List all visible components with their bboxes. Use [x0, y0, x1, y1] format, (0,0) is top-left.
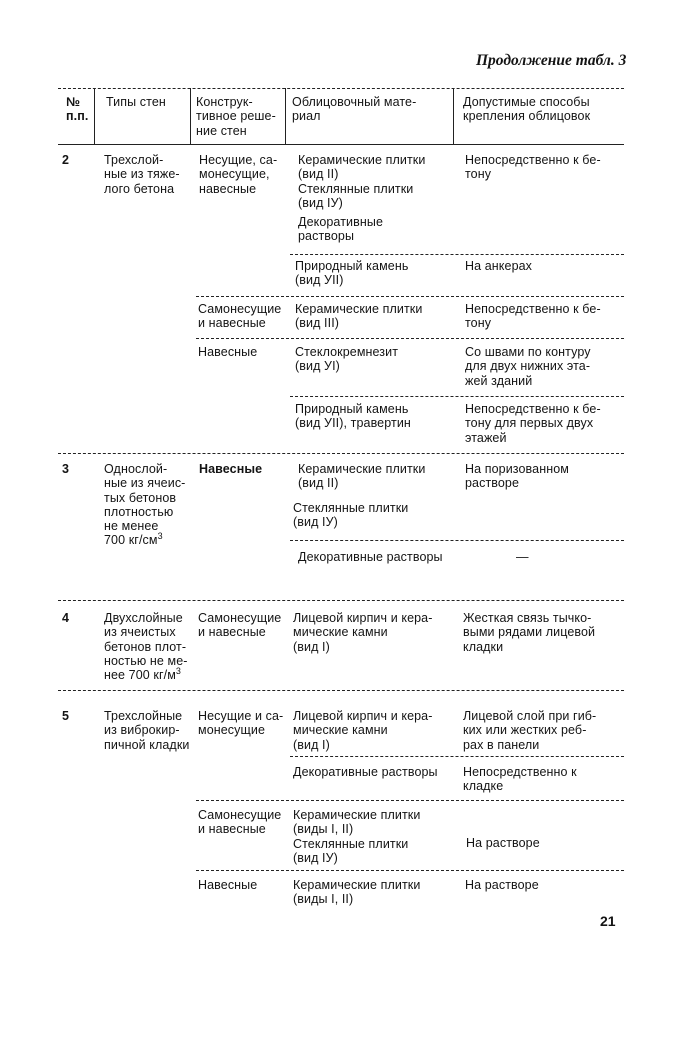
row5b-material: Керамические плитки (виды I, II) Стеклянные плитки (вид IУ) — [293, 808, 421, 865]
row3-fastening-dash: — — [516, 550, 529, 564]
rule-r5b — [196, 800, 624, 801]
header-divider-1 — [94, 88, 95, 144]
row2c-fastening: Со швами по контуру для двух нижних эта- жей зданий — [465, 345, 591, 388]
row2c-material: Стеклокремнезит (вид УI) — [295, 345, 399, 374]
row2b-construct: Самонесущие и навесные — [198, 302, 282, 331]
row5c-construct: Навесные — [198, 878, 258, 892]
row5a-material: Лицевой кирпич и кера- мические камни (вид I) — [293, 709, 433, 752]
row4-construct: Самонесущие и навесные — [198, 611, 282, 640]
page-number: 21 — [600, 913, 616, 929]
row4-wall-type — [104, 611, 188, 682]
header-wall-types: Типы стен — [106, 95, 166, 109]
row3-wall-sup: 3 — [157, 531, 163, 542]
row2b-fastening: Непосредственно к бе- тону — [465, 302, 601, 331]
rule-row3 — [58, 453, 624, 454]
row3-material-glass: Стеклянные плитки (вид IУ) — [293, 501, 409, 530]
row2a-construct: Несущие, са- монесущие, навесные — [199, 153, 278, 196]
row2a-material-mortar: Декоративные растворы — [298, 215, 383, 244]
row2b-material: Керамические плитки (вид III) — [295, 302, 423, 331]
row5c-fastening: На растворе — [465, 878, 539, 892]
row2a-material-tiles: Керамические плитки (вид II) Стеклянные плитки (вид IУ) — [298, 153, 426, 210]
row3-num: 3 — [62, 462, 70, 476]
row3-wall-text: Однослой- ные из ячеис- тых бетонов плотностью не менее 700 кг/см — [104, 462, 186, 548]
row4-material: Лицевой кирпич и кера- мические камни (вид I) — [293, 611, 433, 654]
header-constructive: Конструк- тивное реше- ние стен — [196, 95, 276, 138]
row3-material-ceramic: Керамические плитки (вид II) — [298, 462, 426, 491]
row4-wall-text: Двухслойные из ячеистых бетонов плот- ностью не ме- нее 700 кг/м — [104, 611, 188, 683]
row2a-fastening-stone: На анкерах — [465, 259, 533, 273]
rule-r2-stone — [290, 254, 624, 255]
header-num: № п.п. — [66, 95, 89, 124]
row4-wall-sup: 3 — [175, 666, 182, 677]
row2c-fastening-stone: Непосредственно к бе- тону для первых двух этажей — [465, 402, 601, 445]
row2a-material-stone: Природный камень (вид УII) — [295, 259, 409, 288]
row2c-material-stone: Природный камень (вид УII), травертин — [295, 402, 411, 431]
header-divider-3 — [285, 88, 286, 144]
row2c-construct: Навесные — [198, 345, 258, 359]
row2-num: 2 — [62, 153, 70, 167]
rule-r5-mortar — [290, 756, 624, 757]
row5a-material-mortar: Декоративные растворы — [293, 765, 438, 779]
rule-r3-mortar — [290, 540, 624, 541]
row5b-fastening: На растворе — [466, 836, 540, 850]
row3-construct: Навесные — [199, 462, 263, 476]
row4-fastening: Жесткая связь тычко- выми рядами лицевой кладки — [463, 611, 596, 654]
header-divider-2 — [190, 88, 191, 144]
rule-r2c — [196, 338, 624, 339]
row5a-fastening-mortar: Непосредственно к кладке — [463, 765, 577, 794]
header-fastening: Допустимые способы крепления облицовок — [463, 95, 591, 124]
continuation-title: Продолжение табл. 3 — [476, 52, 627, 69]
row2a-fastening: Непосредственно к бе- тону — [465, 153, 601, 182]
row3-wall-type — [104, 462, 185, 548]
row5a-fastening: Лицевой слой при гиб- ких или жестких реб- рах в панели — [463, 709, 597, 752]
rule-row4 — [58, 600, 624, 601]
rule-r5c — [196, 870, 624, 871]
row2-wall-type: Трехслой- ные из тяже- лого бетона — [104, 153, 180, 196]
row5c-material: Керамические плитки (виды I, II) — [293, 878, 421, 907]
header-top-rule — [58, 88, 624, 89]
row3-material-mortar: Декоративные растворы — [298, 550, 443, 564]
row4-num: 4 — [62, 611, 70, 625]
row5a-construct: Несущие и са- монесущие — [198, 709, 284, 738]
rule-r2b — [196, 296, 624, 297]
header-divider-4 — [453, 88, 454, 144]
row5-num: 5 — [62, 709, 70, 723]
rule-row5 — [58, 690, 624, 691]
row5-wall-type: Трехслойные из виброкир- пичной кладки — [104, 709, 190, 752]
row3-fastening: На поризованном растворе — [465, 462, 569, 491]
row5b-construct: Самонесущие и навесные — [198, 808, 282, 837]
rule-r2c-stone — [290, 396, 624, 397]
header-material: Облицовочный мате- риал — [292, 95, 417, 124]
header-bottom-rule — [58, 144, 624, 145]
